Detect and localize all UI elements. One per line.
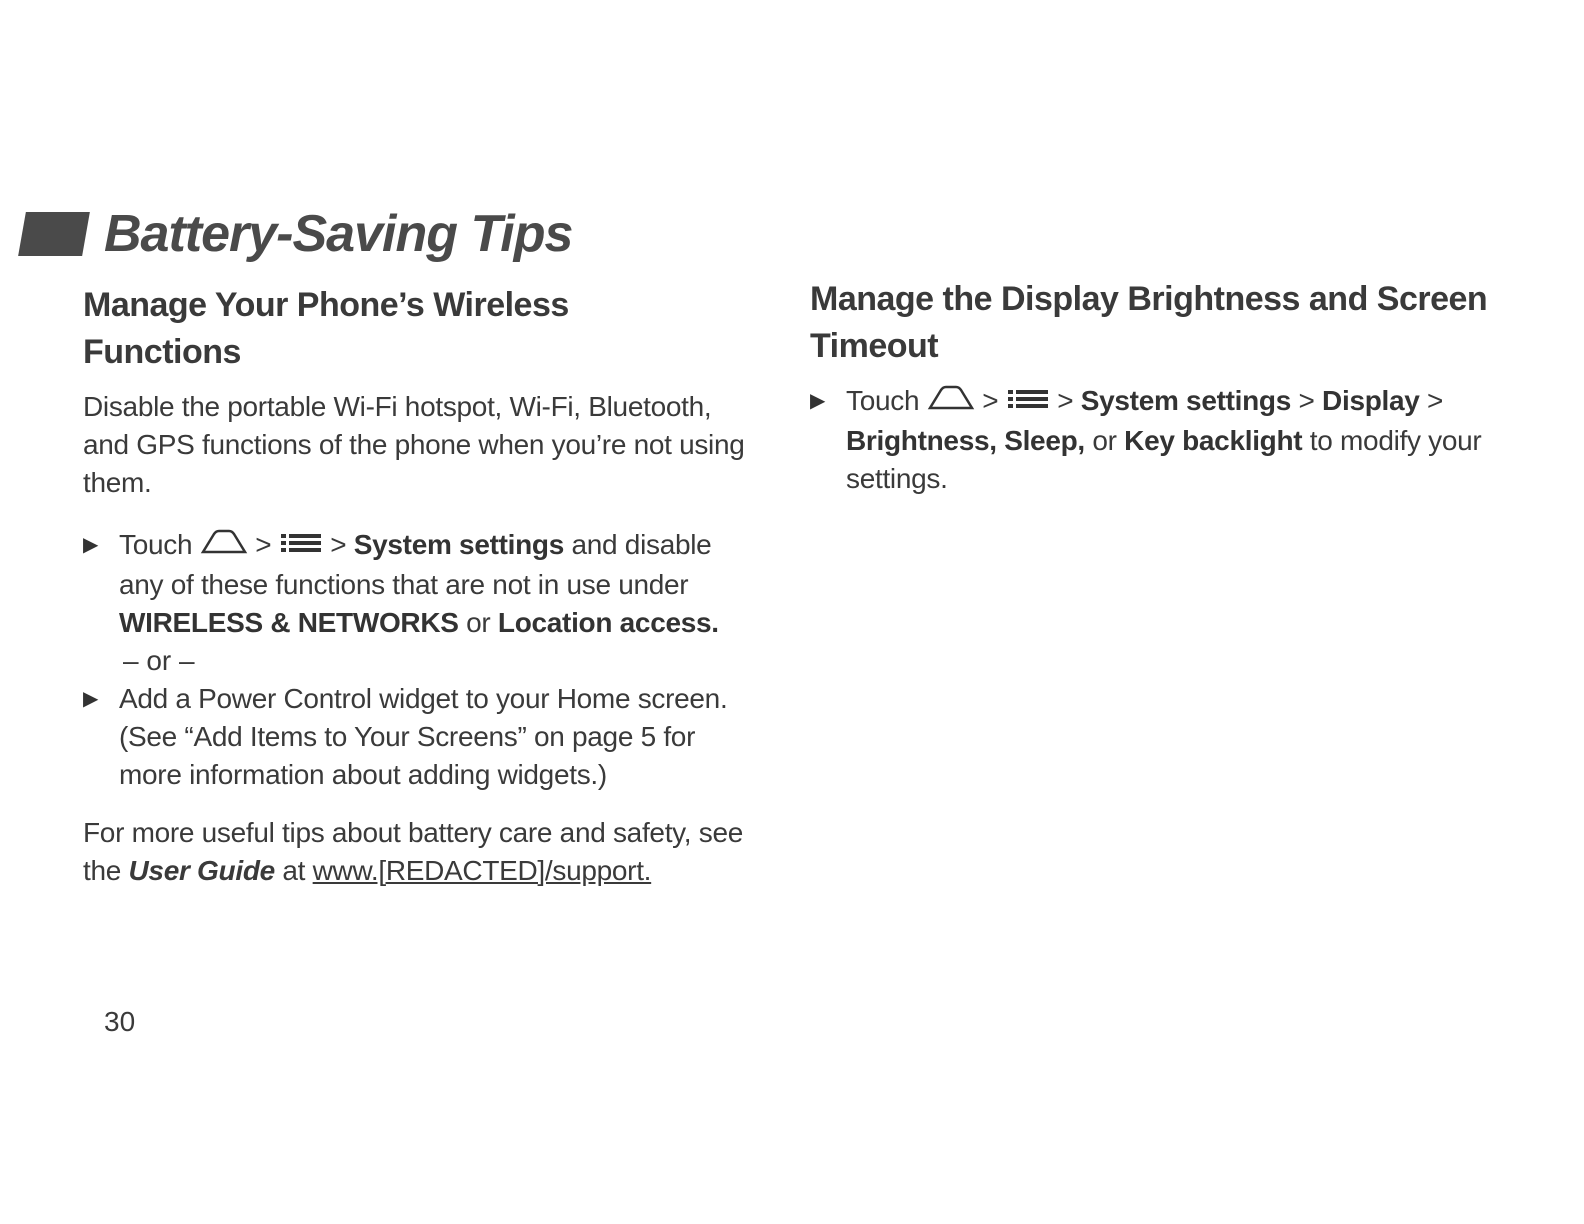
or-word: or [466,606,491,638]
footnote-text: For more useful tips about battery care and safety, see the [83,816,743,886]
display-label: Display [1322,385,1420,416]
page-number: 30 [104,1006,136,1037]
step-separator: > [1298,385,1315,416]
home-icon [927,382,975,420]
wireless-step-2 [83,680,763,794]
footnote-at: at [282,854,306,886]
location-access-label: Location access. [497,606,719,638]
display-heading: Manage the Display Brightness and Screen Timeout [810,280,1488,365]
step-separator: > [255,529,272,560]
triangle-bullet-icon: ▶ [83,687,99,710]
system-settings-label: System settings [1080,385,1292,416]
menu-icon [279,526,323,564]
page-title: Battery-Saving Tips [104,205,573,263]
triangle-bullet-icon: ▶ [83,534,99,556]
wireless-networks-label: WIRELESS & NETWORKS [119,606,459,638]
display-section [810,276,1510,498]
user-guide-label: User Guide [128,854,275,886]
wireless-section [83,282,763,890]
step-separator: > [330,529,347,560]
step-separator: > [982,385,999,416]
home-icon [200,526,248,564]
step-suffix-text: to modify your settings. [846,424,1482,494]
wireless-intro: Disable the portable Wi-Fi hotspot, Wi-Fi, Bluetooth, and GPS functions of the phone when you’re not using them. [83,391,745,498]
wireless-heading: Manage Your Phone’s Wireless Functions [83,286,569,371]
key-backlight-label: Key backlight [1124,424,1303,456]
page-title-row [22,205,573,263]
step-touch-word: Touch [119,529,193,560]
step-middle-text: and disable any of these functions that are not in use under [119,529,712,600]
support-link[interactable]: www.[REDACTED]/support. [312,854,652,886]
or-divider: – or – [123,644,195,676]
step-touch-word: Touch [846,385,920,416]
step-separator: > [1427,385,1444,416]
menu-icon [1006,382,1050,420]
display-step [810,382,1510,498]
system-settings-label: System settings [353,529,565,560]
wireless-step-1-text [119,526,763,642]
step-separator: > [1057,385,1074,416]
wireless-step-1 [83,526,763,642]
title-block-icon [18,212,90,256]
triangle-bullet-icon: ▶ [810,390,826,412]
brightness-sleep-label: Brightness, Sleep, [846,424,1085,456]
or-word: or [1092,424,1117,456]
display-step-text [846,382,1510,498]
footnote [83,814,763,890]
wireless-step-2-text: Add a Power Control widget to your Home screen. (See “Add Items to Your Screens” on page 5 for more information about adding widgets.) [119,682,728,790]
